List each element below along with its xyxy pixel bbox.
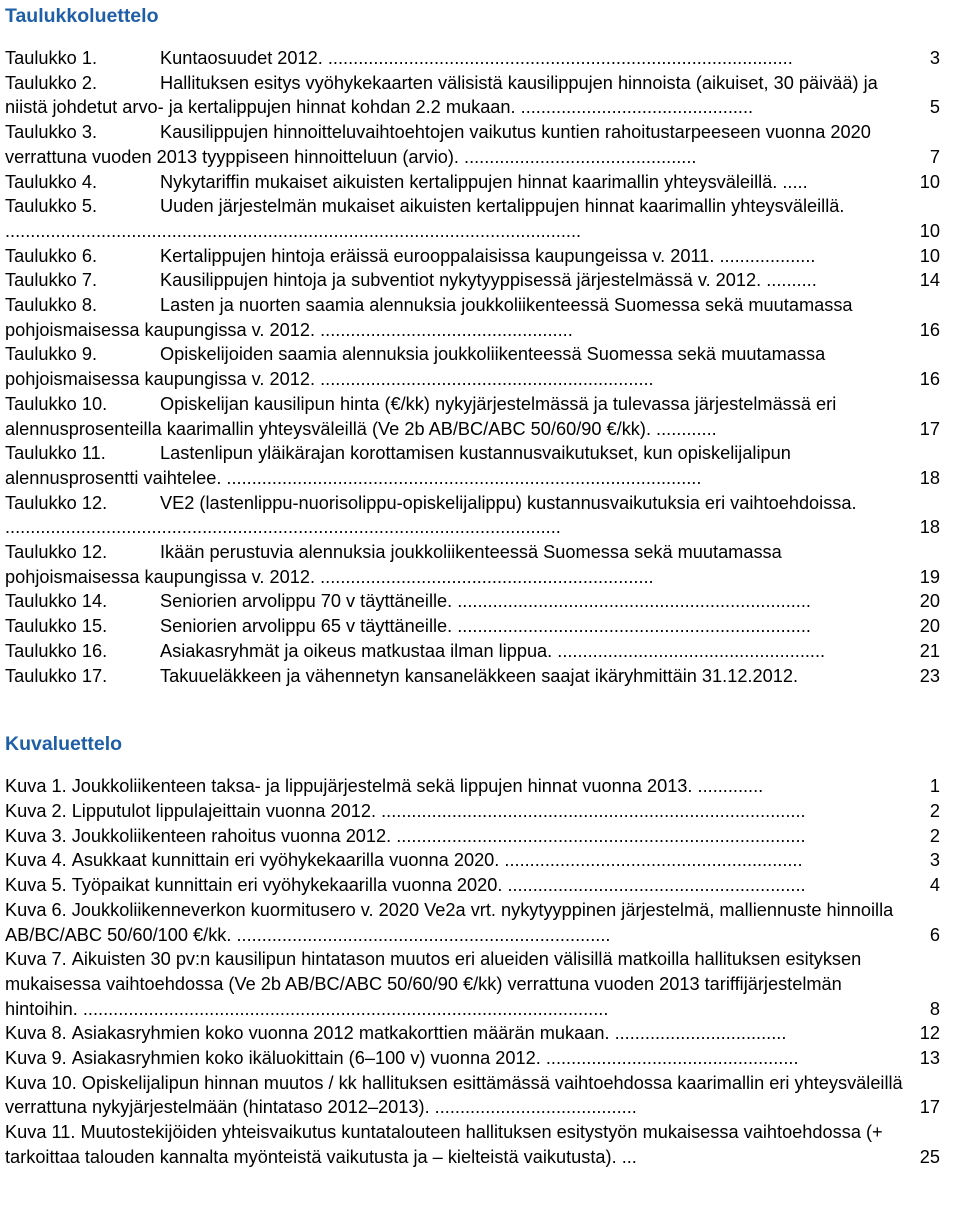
figure-title: Joukkoliikenteen rahoitus vuonna 2012. ................................................................................. bbox=[71, 825, 806, 846]
figure-title: Opiskelijalipun hinnan muutos / kk hallituksen esittämässä vaihtoehdossa kaarimallin eri yhteysväleillä verrattuna nykyjärjestelmään (hintataso 2012–2013). ........................................ bbox=[5, 1072, 903, 1118]
figure-page-number: 2 bbox=[928, 799, 940, 824]
table-label: Taulukko 15. bbox=[5, 616, 108, 637]
figure-page-number: 3 bbox=[928, 848, 940, 873]
figure-entry[interactable] bbox=[5, 1046, 940, 1071]
table-entry[interactable] bbox=[5, 614, 940, 639]
table-title: Kausilippujen hinnoitteluvaihtoehtojen vaikutus kuntien rahoitustarpeeseen vuonna 2020 verrattuna vuoden 2013 tyyppiseen hinnoitteluun (arvio). .............................................. bbox=[5, 122, 871, 167]
table-title: Seniorien arvolippu 65 v täyttäneille. ...................................................................... bbox=[160, 616, 811, 637]
table-entry[interactable] bbox=[5, 170, 940, 195]
table-title: Opiskelijoiden saamia alennuksia joukkoliikenteessä Suomessa sekä muutamassa pohjoismaisessa kaupungissa v. 2012. .................................................................. bbox=[5, 344, 826, 390]
list-of-figures bbox=[5, 774, 940, 1169]
table-entry[interactable] bbox=[5, 589, 940, 614]
list-of-tables-heading: Taulukkoluettelo bbox=[5, 5, 159, 27]
table-page-number: 16 bbox=[918, 318, 940, 343]
figure-title: Joukkoliikenteen taksa- ja lippujärjestelmä sekä lippujen hinnat vuonna 2013. ............. bbox=[71, 776, 764, 797]
figure-entry[interactable] bbox=[5, 824, 940, 849]
table-entry[interactable] bbox=[5, 664, 940, 689]
figure-title: Lipputulot lippulajeittain vuonna 2012. .................................................................................... bbox=[71, 800, 806, 821]
figure-title: Asiakasryhmien koko vuonna 2012 matkakorttien määrän mukaan. .................................. bbox=[71, 1023, 787, 1044]
figure-label: Kuva 9. bbox=[5, 1048, 67, 1069]
figure-label: Kuva 7. bbox=[5, 949, 67, 970]
table-label: Taulukko 7. bbox=[5, 270, 98, 291]
figure-page-number: 1 bbox=[928, 774, 940, 799]
figure-page-number: 17 bbox=[918, 1095, 940, 1120]
figure-page-number: 6 bbox=[928, 923, 940, 948]
table-label: Taulukko 10. bbox=[5, 393, 108, 414]
table-title: Kausilippujen hintoja ja subventiot nykytyyppisessä järjestelmässä v. 2012. .......... bbox=[160, 270, 817, 291]
figure-label: Kuva 10. bbox=[5, 1072, 77, 1093]
table-label: Taulukko 4. bbox=[5, 171, 98, 192]
table-entry[interactable] bbox=[5, 268, 940, 293]
table-entry[interactable] bbox=[5, 392, 940, 441]
table-title: Lastenlipun yläikärajan korottamisen kustannusvaikutukset, kun opiskelijalipun alennusprosentti vaihtelee. .............................................................................................. bbox=[5, 443, 791, 488]
table-page-number: 16 bbox=[918, 367, 940, 392]
table-label: Taulukko 17. bbox=[5, 665, 108, 686]
figure-label: Kuva 6. bbox=[5, 899, 67, 920]
table-page-number: 14 bbox=[918, 268, 940, 293]
table-entry[interactable] bbox=[5, 639, 940, 664]
table-page-number: 18 bbox=[918, 466, 940, 491]
figure-page-number: 25 bbox=[918, 1145, 940, 1170]
table-page-number: 10 bbox=[918, 219, 940, 244]
table-title: Opiskelijan kausilipun hinta (€/kk) nykyjärjestelmässä ja tulevassa järjestelmässä eri alennusprosenteilla kaarimallin yhteysväleillä (Ve 2b AB/BC/ABC 50/60/90 €/kk). ............ bbox=[5, 393, 837, 439]
table-title: Hallituksen esitys vyöhykekaarten välisistä kausilippujen hinnoista (aikuiset, 30 päivää) ja niistä johdetut arvo- ja kertalippujen hinnat kohdan 2.2 mukaan. .............................................. bbox=[5, 72, 878, 118]
table-entry[interactable] bbox=[5, 342, 940, 391]
table-label: Taulukko 8. bbox=[5, 295, 98, 316]
table-label: Taulukko 2. bbox=[5, 72, 98, 93]
table-title: Lasten ja nuorten saamia alennuksia joukkoliikenteessä Suomessa sekä muutamassa pohjoismaisessa kaupungissa v. 2012. .................................................. bbox=[5, 295, 853, 340]
table-title: Nykytariffin mukaiset aikuisten kertalippujen hinnat kaarimallin yhteysväleillä. ..... bbox=[160, 171, 808, 192]
figure-label: Kuva 11. bbox=[5, 1122, 76, 1143]
table-title: Ikään perustuvia alennuksia joukkoliikenteessä Suomessa sekä muutamassa pohjoismaisessa kaupungissa v. 2012. .................................................................. bbox=[5, 542, 782, 587]
table-label: Taulukko 5. bbox=[5, 196, 98, 217]
figure-entry[interactable] bbox=[5, 898, 940, 947]
table-entry[interactable] bbox=[5, 540, 940, 589]
figure-title: Muutostekijöiden yhteisvaikutus kuntatalouteen hallituksen esitystyön mukaisessa vaihtoehdossa (+ tarkoittaa talouden kannalta myönteistä vaikutusta ja – kielteistä vaikutusta). ... bbox=[5, 1122, 883, 1167]
table-title: Uuden järjestelmän mukaiset aikuisten kertalippujen hinnat kaarimallin yhteysväleillä. .................................................................................................................. bbox=[5, 196, 845, 241]
figure-entry[interactable] bbox=[5, 947, 940, 1021]
table-label: Taulukko 1. bbox=[5, 48, 98, 68]
figure-label: Kuva 1. bbox=[5, 776, 67, 797]
table-label: Taulukko 16. bbox=[5, 640, 108, 661]
table-title: Asiakasryhmät ja oikeus matkustaa ilman lippua. ..................................................... bbox=[160, 640, 826, 661]
table-page-number: 18 bbox=[918, 515, 940, 540]
table-entry[interactable] bbox=[5, 194, 940, 243]
list-of-tables bbox=[5, 46, 940, 688]
table-label: Taulukko 12. bbox=[5, 542, 108, 563]
figure-entry[interactable] bbox=[5, 848, 940, 873]
figure-title: Joukkoliikenneverkon kuormitusero v. 2020 Ve2a vrt. nykytyyppinen järjestelmä, malliennuste hinnoilla AB/BC/ABC 50/60/100 €/kk. .......................................................................... bbox=[5, 899, 894, 945]
figure-title: Aikuisten 30 pv:n kausilipun hintatason muutos eri alueiden välisillä matkoilla hallituksen esityksen mukaisessa vaihtoehdossa (Ve 2b AB/BC/ABC 50/60/90 €/kk) verrattuna vuoden 2013 tariffijärjestelmän hintoihin. ........................................................................................................ bbox=[5, 949, 862, 1019]
table-title: Seniorien arvolippu 70 v täyttäneille. ...................................................................... bbox=[160, 591, 811, 612]
table-label: Taulukko 6. bbox=[5, 245, 98, 266]
table-page-number: 10 bbox=[918, 244, 940, 269]
table-entry[interactable] bbox=[5, 46, 940, 71]
figure-page-number: 2 bbox=[928, 824, 940, 849]
table-entry[interactable] bbox=[5, 293, 940, 342]
table-title: Kertalippujen hintoja eräissä eurooppalaisissa kaupungeissa v. 2011. ................... bbox=[160, 245, 816, 266]
table-page-number: 20 bbox=[918, 614, 940, 639]
list-of-figures-heading: Kuvaluettelo bbox=[5, 733, 123, 756]
table-label: Taulukko 11. bbox=[5, 443, 106, 464]
figure-label: Kuva 3. bbox=[5, 825, 67, 846]
table-page-number: 21 bbox=[918, 639, 940, 664]
figure-entry[interactable] bbox=[5, 1021, 940, 1046]
table-page-number: 3 bbox=[928, 46, 940, 71]
table-title: Kuntaosuudet 2012. ............................................................................................ bbox=[160, 48, 793, 68]
figure-page-number: 13 bbox=[918, 1046, 940, 1071]
figure-label: Kuva 2. bbox=[5, 800, 67, 821]
figure-entry[interactable] bbox=[5, 1120, 940, 1169]
table-page-number: 5 bbox=[928, 95, 940, 120]
table-label: Taulukko 9. bbox=[5, 344, 98, 365]
table-page-number: 17 bbox=[918, 417, 940, 442]
table-page-number: 19 bbox=[918, 565, 940, 590]
table-entry[interactable] bbox=[5, 120, 940, 169]
table-entry[interactable] bbox=[5, 491, 940, 540]
table-label: Taulukko 12. bbox=[5, 492, 108, 513]
figure-entry[interactable] bbox=[5, 799, 940, 824]
table-page-number: 7 bbox=[928, 145, 940, 170]
table-page-number: 23 bbox=[918, 664, 940, 689]
figure-label: Kuva 8. bbox=[5, 1023, 67, 1044]
figure-entry[interactable] bbox=[5, 774, 940, 799]
figure-label: Kuva 5. bbox=[5, 875, 67, 896]
table-label: Taulukko 14. bbox=[5, 591, 108, 612]
table-entry[interactable] bbox=[5, 441, 940, 490]
figure-title: Asukkaat kunnittain eri vyöhykekaarilla vuonna 2020. ........................................................... bbox=[71, 850, 803, 871]
figure-entry[interactable] bbox=[5, 873, 940, 898]
table-page-number: 10 bbox=[918, 170, 940, 195]
figure-title: Työpaikat kunnittain eri vyöhykekaarilla vuonna 2020. ........................................................... bbox=[71, 875, 806, 896]
figure-entry[interactable] bbox=[5, 1071, 940, 1120]
table-entry[interactable] bbox=[5, 71, 940, 120]
table-title: VE2 (lastenlippu-nuorisolippu-opiskelijalippu) kustannusvaikutuksia eri vaihtoehdoissa. .............................................................................................................. bbox=[5, 492, 857, 538]
table-entry[interactable] bbox=[5, 244, 940, 269]
figure-page-number: 12 bbox=[918, 1021, 940, 1046]
table-label: Taulukko 3. bbox=[5, 122, 98, 143]
figure-page-number: 8 bbox=[928, 997, 940, 1022]
table-title: Takuueläkkeen ja vähennetyn kansaneläkkeen saajat ikäryhmittäin 31.12.2012. bbox=[160, 665, 798, 686]
figure-title: Asiakasryhmien koko ikäluokittain (6–100 v) vuonna 2012. .................................................. bbox=[71, 1048, 799, 1069]
figure-label: Kuva 4. bbox=[5, 850, 67, 871]
figure-page-number: 4 bbox=[928, 873, 940, 898]
table-page-number: 20 bbox=[918, 589, 940, 614]
